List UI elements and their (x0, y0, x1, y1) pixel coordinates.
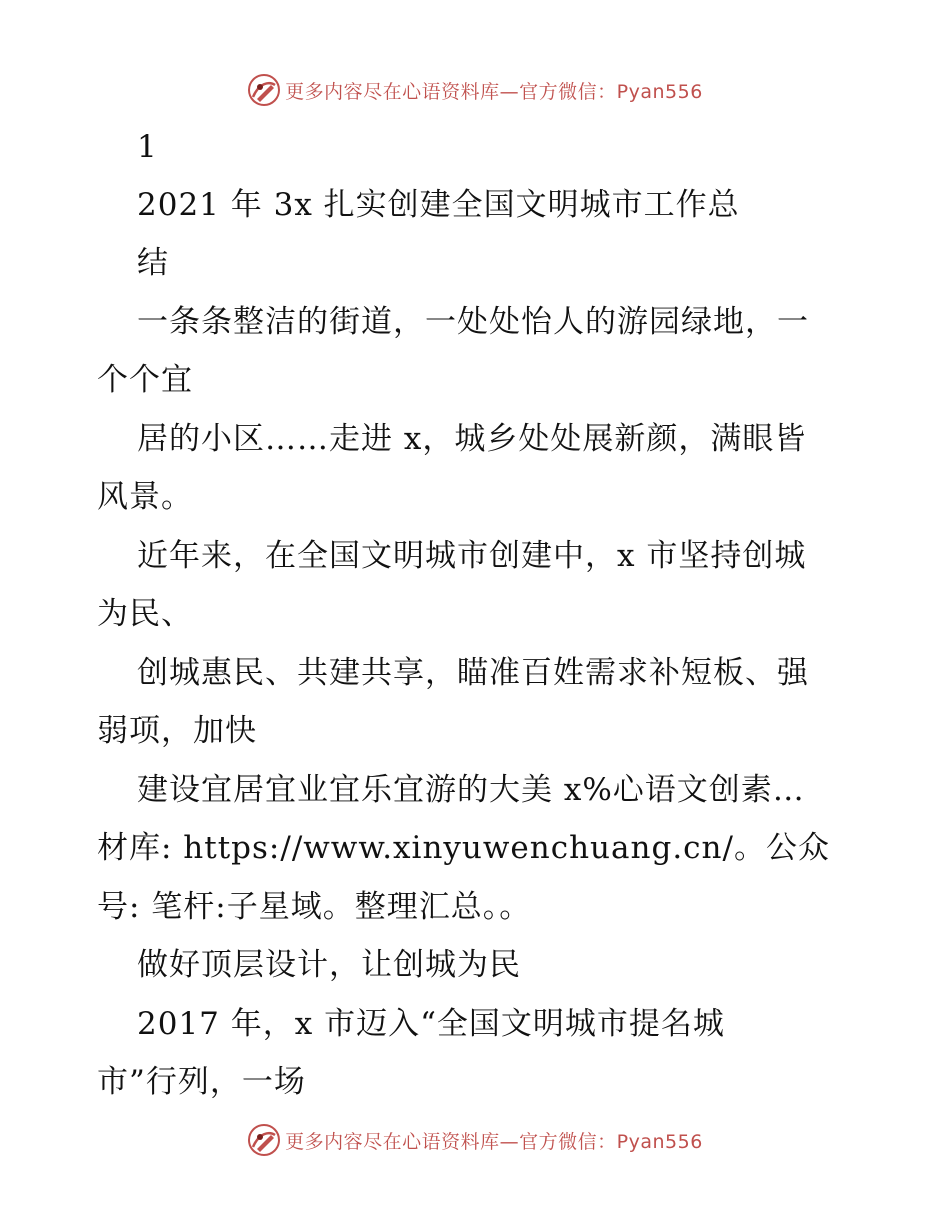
paragraph-line: 个个宜 (97, 362, 193, 398)
page-number: 1 (137, 129, 158, 165)
paragraph-line: 风景。 (97, 479, 193, 515)
paragraph-line: 为民、 (97, 596, 193, 632)
footer-watermark (0, 1120, 950, 1160)
paragraph-line: 建设宜居宜业宜乐宜游的大美 x%心语文创素… (137, 772, 805, 808)
paragraph-line: 一条条整洁的街道，一处处怡人的游园绿地，一 (137, 304, 809, 340)
paragraph-line: 市”行列，一场 (97, 1064, 306, 1100)
paragraph-line: 号: 笔杆:子星域。整理汇总。。 (97, 889, 532, 925)
paragraph-line: 居的小区……走进 x，城乡处处展新颜，满眼皆 (137, 421, 807, 457)
header-watermark (0, 70, 950, 110)
header-banner-text: 更多内容尽在心语资料库—官方微信：Pyan556 (285, 80, 703, 103)
paragraph-line: 材库: https://www.xinyuwenchuang.cn/。公众 (97, 830, 830, 866)
paragraph-line: 2017 年，x 市迈入“全国文明城市提名城 (137, 1006, 725, 1042)
pen-logo-icon (247, 1123, 281, 1157)
paragraph-line: 近年来，在全国文明城市创建中，x 市坚持创城 (137, 538, 807, 574)
paragraph-line: 弱项，加快 (97, 713, 257, 749)
paragraph-line: 创城惠民、共建共享，瞄准百姓需求补短板、强 (137, 655, 809, 691)
section-heading: 做好顶层设计，让创城为民 (137, 947, 521, 983)
doc-title-line: 结 (137, 245, 169, 281)
doc-title-line: 2021 年 3x 扎实创建全国文明城市工作总 (137, 187, 740, 223)
footer-banner-text: 更多内容尽在心语资料库—官方微信：Pyan556 (285, 1130, 703, 1153)
pen-logo-icon (247, 73, 281, 107)
